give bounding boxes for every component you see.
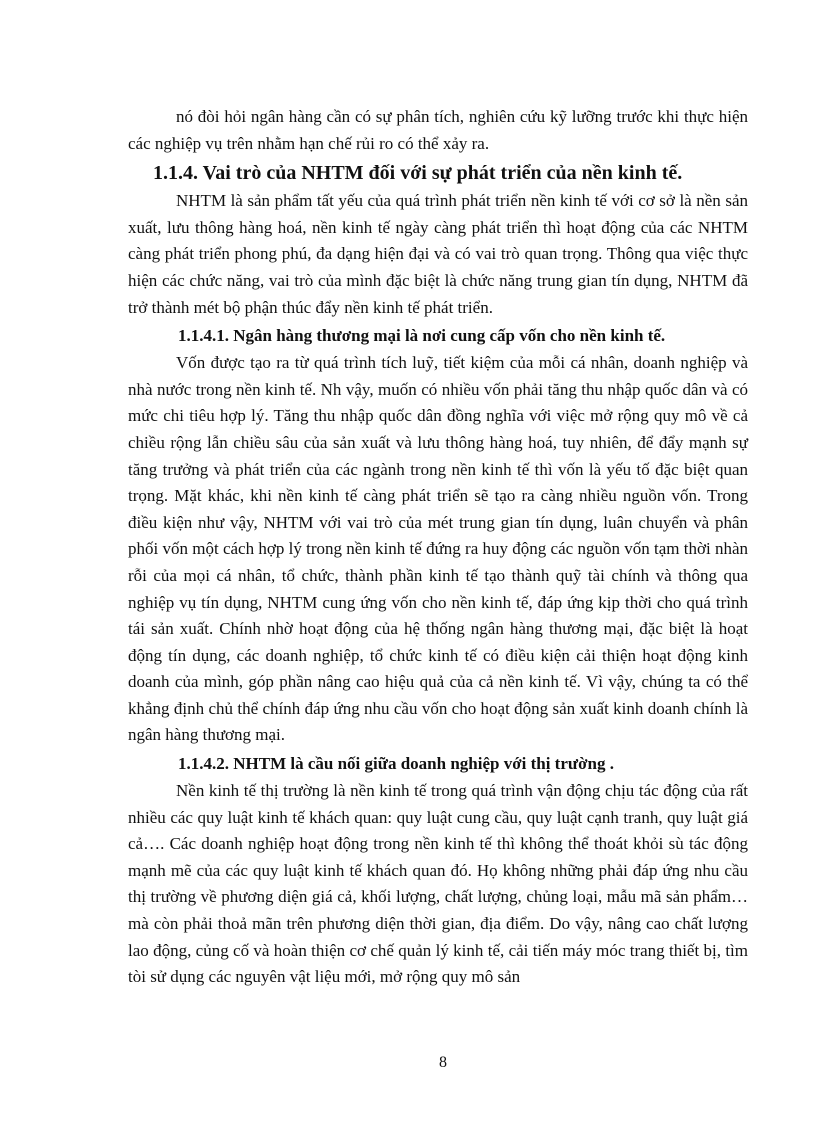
section-heading-1-1-4-1: 1.1.4.1. Ngân hàng thương mại là nơi cung cấp vốn cho nền kinh tế. <box>178 326 666 346</box>
section-1-1-4-1-paragraph: Vốn được tạo ra từ quá trình tích luỹ, tiết kiệm của mỗi cá nhân, doanh nghiệp và nhà nước trong nền kinh tế. Nh vậy, muốn có nhiều vốn phải tăng thu nhập quốc dân và có mức chi tiêu hợp lý. Tăng thu nhập quốc dân đồng nghĩa với việc mở rộng quy mô về cả chiều rộng lẫn chiều sâu của sản xuất và lưu thông hàng hoá, tuy nhiên, để đẩy mạnh sự tăng trưởng và phát triển của các ngành trong nền kinh tế thì vốn là yếu tố đặc biệt quan trọng. Mặt khác, khi nền kinh tế càng phát triển sẽ tạo ra càng nhiều nguồn vốn. Trong điều kiện như vậy, NHTM với vai trò của mét trung gian tín dụng, luân chuyển và phân phối vốn một cách hợp lý trong nền kinh tế đứng ra huy động các nguồn vốn tạm thời nhàn rỗi của mọi cá nhân, tổ chức, thành phần kinh tế tạo thành quỹ tài chính và thông qua nghiệp vụ tín dụng, NHTM cung ứng vốn cho nền kinh tế, đáp ứng kịp thời cho quá trình tái sản xuất. Chính nhờ hoạt động của hệ thống ngân hàng thương mại, đặc biệt là hoạt động tín dụng, các doanh nghiệp, tổ chức kinh tế có điều kiện cải thiện hoạt động kinh doanh của mình, góp phần nâng cao hiệu quả của cả nền kinh tế. Vì vậy, chúng ta có thể khẳng định chủ thể chính đáp ứng nhu cầu vốn cho hoạt động sản xuất kinh doanh chính là ngân hàng thương mại. <box>128 353 748 745</box>
section-heading-1-1-4: 1.1.4. Vai trò của NHTM đối với sự phát triển của nền kinh tế. <box>153 162 683 185</box>
page-number: 8 <box>439 1054 447 1071</box>
document-body <box>128 104 748 991</box>
section-1-1-4-2-paragraph: Nền kinh tế thị trường là nền kinh tế trong quá trình vận động chịu tác động của rất nhiều các quy luật kinh tế khách quan: quy luật cung cầu, quy luật cạnh tranh, quy luật giá cả…. Các doanh nghiệp hoạt động trong nền kinh tế thì không thể thoát khỏi sù tác động mạnh mẽ của các quy luật kinh tế khách quan đó. Họ không những phải đáp ứng nhu cầu thị trường về phương diện giá cả, khối lượng, chất lượng, chủng loại, mẫu mã sản phẩm… mà còn phải thoả mãn trên phương diện thời gian, địa điểm. Do vậy, nâng cao chất lượng lao động, củng cố và hoàn thiện cơ chế quản lý kinh tế, cải tiến máy móc trang thiết bị, tìm tòi sử dụng các nguyên vật liệu mới, mở rộng quy mô sản <box>128 781 748 987</box>
section-1-1-4-paragraph: NHTM là sản phẩm tất yếu của quá trình phát triển nền kinh tế với cơ sở là nền sản xuất, lưu thông hàng hoá, nền kinh tế ngày càng phát triển thì hoạt động của các NHTM càng phát triển phong phú, đa dạng hiện đại và có vai trò quan trọng. Thông qua việc thực hiện các chức năng, vai trò của mình đặc biệt là chức năng trung gian tín dụng, NHTM đã trở thành mét bộ phận thúc đẩy nền kinh tế phát triển. <box>128 191 748 317</box>
section-heading-1-1-4-2: 1.1.4.2. NHTM là cầu nối giữa doanh nghiệp với thị trường . <box>178 754 614 774</box>
intro-paragraph: nó đòi hỏi ngân hàng cần có sự phân tích, nghiên cứu kỹ lưỡng trước khi thực hiện các nghiệp vụ trên nhằm hạn chế rủi ro có thể xảy ra. <box>128 107 748 153</box>
